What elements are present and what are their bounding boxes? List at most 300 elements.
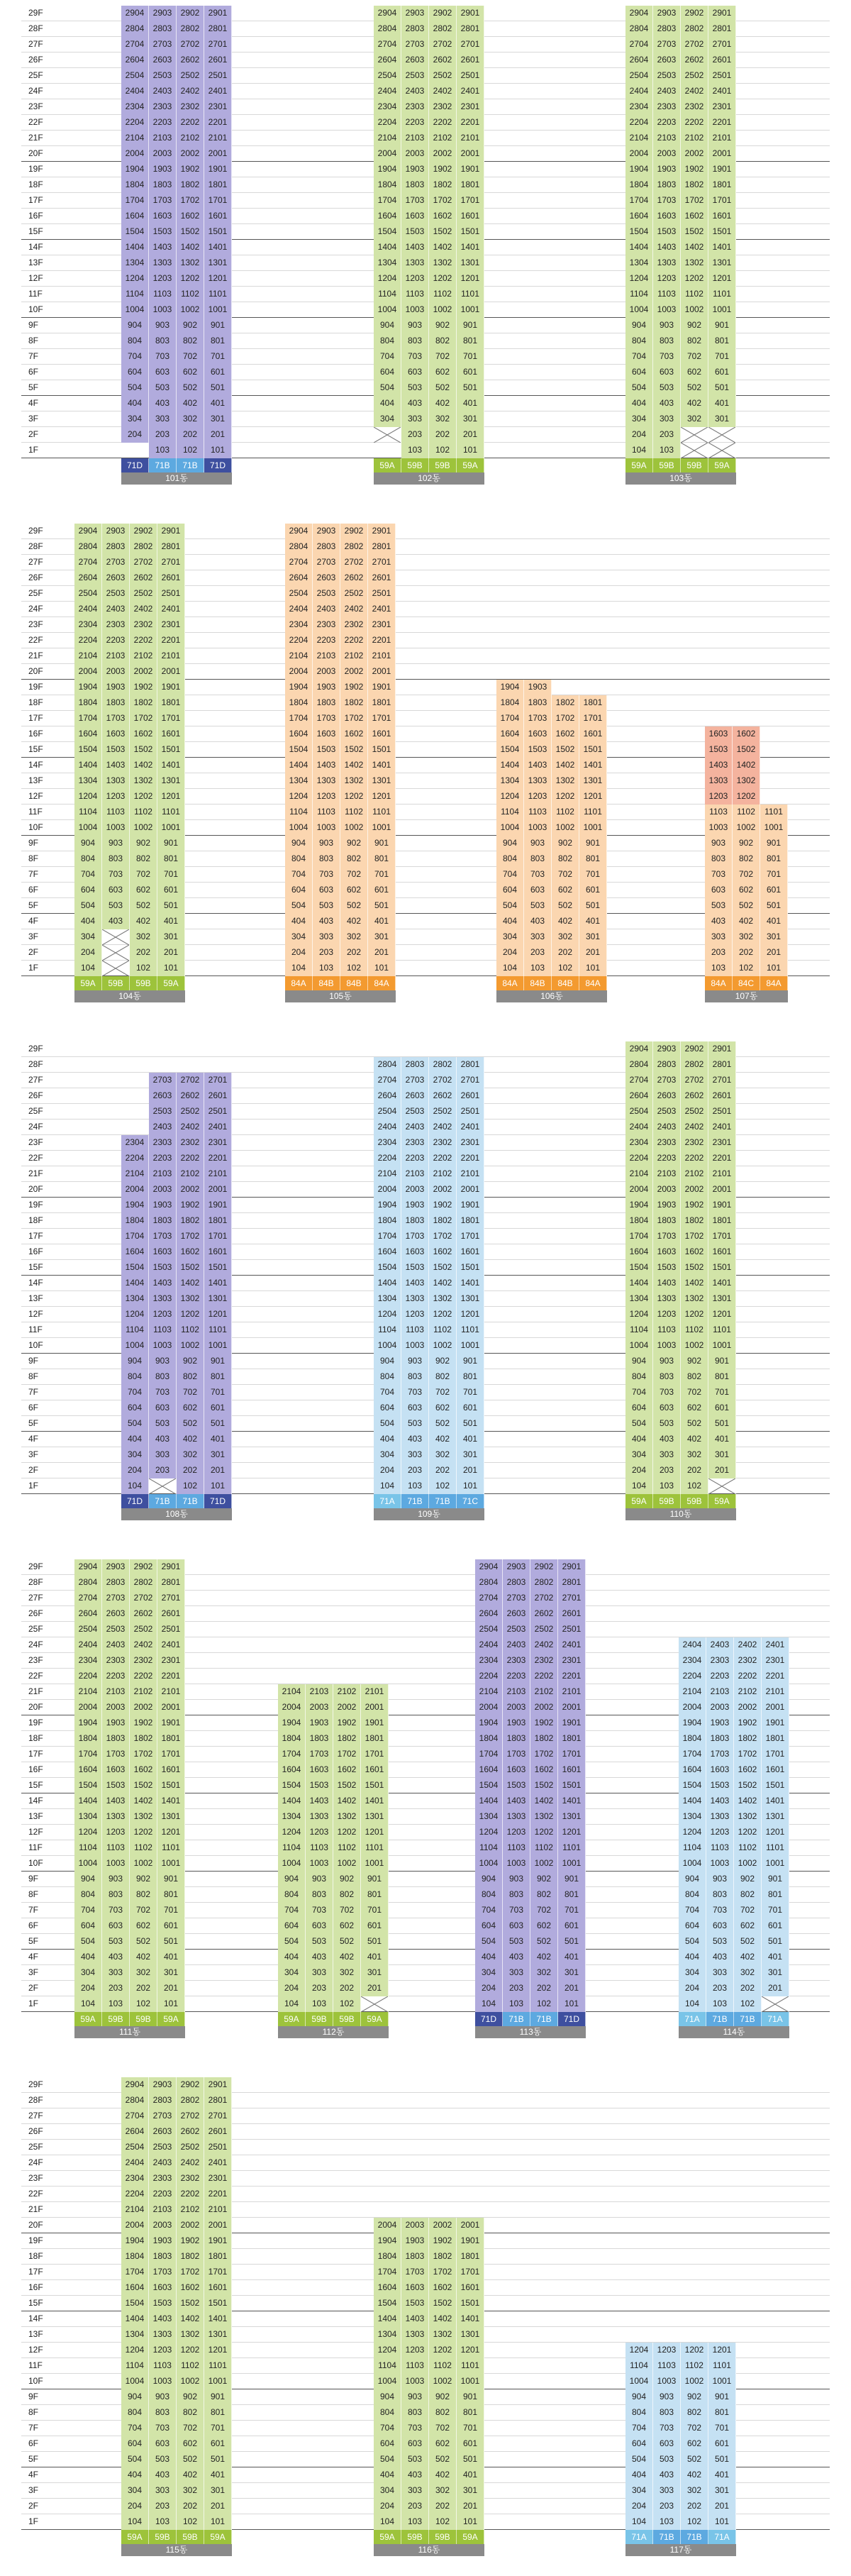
unit-cell: 1702 xyxy=(340,711,368,726)
unit-cell: 202 xyxy=(429,1463,457,1478)
unit-cell: 2502 xyxy=(530,1622,558,1637)
unit-cell: 1104 xyxy=(374,1322,401,1338)
unit-cell: 2001 xyxy=(762,1700,789,1715)
unit-cell: 902 xyxy=(177,318,204,333)
unit-cell: 501 xyxy=(708,380,736,396)
unit-cell: 1203 xyxy=(306,1825,333,1840)
unit-cell: 704 xyxy=(625,349,653,365)
unit-cell: 703 xyxy=(653,1385,681,1400)
unit-cell: 803 xyxy=(149,333,177,349)
unit-cell: 1502 xyxy=(333,1778,361,1793)
unit-cell: 202 xyxy=(733,945,760,961)
unit-cell: 1502 xyxy=(130,1778,157,1793)
unit-cell: 402 xyxy=(177,2467,204,2483)
unit-cell: 404 xyxy=(679,1950,706,1965)
floor-label: 11F xyxy=(28,2360,43,2370)
floor-label: 24F xyxy=(28,2157,43,2167)
unit-cell: 1602 xyxy=(177,1244,204,1260)
unit-cell: 1201 xyxy=(361,1825,389,1840)
unit-cell: 2701 xyxy=(708,37,736,52)
unit-cell: 402 xyxy=(530,1950,558,1965)
unit-cell: 1004 xyxy=(121,2374,149,2389)
unit-cell: 2001 xyxy=(708,1182,736,1198)
unit-cell: 501 xyxy=(558,1934,586,1950)
unit-cell: 401 xyxy=(708,2467,736,2483)
unit-cell: 1904 xyxy=(679,1715,706,1731)
unit-cell: 1103 xyxy=(149,287,177,302)
floor-label: 3F xyxy=(28,1449,39,1459)
floor-label: 14F xyxy=(28,1278,43,1288)
floor-label: 3F xyxy=(28,1967,39,1977)
unit-cell: 1204 xyxy=(278,1825,306,1840)
floor-label: 4F xyxy=(28,398,39,408)
unit-cell: 1803 xyxy=(102,695,130,711)
unit-cell: 1101 xyxy=(558,1840,586,1856)
unit-cell: 401 xyxy=(361,1950,389,1965)
unit-cell: 403 xyxy=(102,914,130,929)
unit-type-label: 59B xyxy=(653,458,681,472)
unit-cell: 902 xyxy=(733,836,760,851)
unit-cell: 1203 xyxy=(401,1307,429,1322)
unit-cell: 1601 xyxy=(579,726,607,742)
unit-cell: 2801 xyxy=(204,2093,232,2108)
unit-cell: 702 xyxy=(429,349,457,365)
unit-cell: 1601 xyxy=(157,726,185,742)
building-name: 104동 xyxy=(74,990,185,1002)
unit-cell: 2102 xyxy=(681,1166,708,1182)
unit-cell: 1903 xyxy=(149,1198,177,1213)
unit-type-label: 59A xyxy=(204,2530,232,2544)
unit-cell: 2101 xyxy=(558,1684,586,1700)
unit-cell: 501 xyxy=(368,898,396,914)
unit-cell: 603 xyxy=(102,1918,130,1934)
unit-cell: 2302 xyxy=(130,1653,157,1669)
unit-cell: 2303 xyxy=(401,1135,429,1151)
floor-label: 15F xyxy=(28,2298,43,2308)
unit-cell: 1704 xyxy=(74,1747,102,1762)
unit-cell: 2801 xyxy=(157,1575,185,1591)
unit-cell: 2204 xyxy=(74,633,102,648)
unit-cell: 1701 xyxy=(368,711,396,726)
unit-cell: 1801 xyxy=(762,1731,789,1747)
unit-cell: 202 xyxy=(333,1981,361,1996)
unit-cell: 1101 xyxy=(157,1840,185,1856)
unit-cell: 2603 xyxy=(102,570,130,586)
unit-cell: 1601 xyxy=(708,209,736,224)
unit-cell: 2901 xyxy=(708,1041,736,1057)
unit-cell: 401 xyxy=(762,1950,789,1965)
unit-cell: 2601 xyxy=(157,1606,185,1622)
unit-cell: 2303 xyxy=(102,1653,130,1669)
unit-cell: 1103 xyxy=(401,2358,429,2374)
unit-cell: 2002 xyxy=(333,1700,361,1715)
unit-cell: 1202 xyxy=(340,789,368,805)
building-name: 116동 xyxy=(374,2544,484,2556)
unavailable-unit xyxy=(149,1478,177,1494)
floor-label: 4F xyxy=(28,1952,39,1962)
unit-cell: 502 xyxy=(429,2452,457,2467)
unit-cell: 703 xyxy=(705,867,733,883)
unit-cell: 204 xyxy=(74,1981,102,1996)
floor-label: 20F xyxy=(28,1702,43,1712)
unit-cell: 604 xyxy=(74,883,102,898)
unit-cell: 304 xyxy=(121,1447,149,1463)
unit-cell: 602 xyxy=(733,883,760,898)
unit-cell: 2003 xyxy=(401,146,429,162)
floor-label: 1F xyxy=(28,445,39,455)
unit-cell: 1802 xyxy=(530,1731,558,1747)
unit-cell: 1402 xyxy=(530,1793,558,1809)
unit-cell: 1101 xyxy=(457,287,484,302)
unit-cell: 804 xyxy=(74,1887,102,1903)
x-mark-icon xyxy=(361,1996,388,2012)
unit-type-label: 59A xyxy=(457,458,484,472)
floor-label: 26F xyxy=(28,2126,43,2136)
unit-cell: 801 xyxy=(368,851,396,867)
unit-cell: 101 xyxy=(157,1996,185,2012)
unit-cell: 1504 xyxy=(121,2296,149,2311)
unit-type-label: 71A xyxy=(374,1494,401,1508)
unit-cell: 2002 xyxy=(429,146,457,162)
unit-cell: 203 xyxy=(653,2499,681,2514)
unit-cell: 2903 xyxy=(503,1559,530,1575)
unit-cell: 803 xyxy=(401,2405,429,2421)
unit-cell: 1303 xyxy=(706,1809,734,1825)
unit-cell: 2302 xyxy=(177,1135,204,1151)
unit-cell: 501 xyxy=(361,1934,389,1950)
unit-cell: 1603 xyxy=(401,1244,429,1260)
floor-label: 24F xyxy=(28,1122,43,1132)
unit-cell: 2002 xyxy=(681,146,708,162)
unit-cell: 1102 xyxy=(429,1322,457,1338)
unit-cell: 603 xyxy=(705,883,733,898)
unit-type-label: 71B xyxy=(401,1494,429,1508)
unit-cell: 202 xyxy=(429,2499,457,2514)
unit-cell: 702 xyxy=(552,867,579,883)
unit-cell: 2204 xyxy=(679,1669,706,1684)
unit-cell: 2401 xyxy=(708,1120,736,1135)
unit-cell: 801 xyxy=(361,1887,389,1903)
unit-cell: 2704 xyxy=(74,1591,102,1606)
building-name: 111동 xyxy=(74,2026,185,2038)
unit-cell: 201 xyxy=(457,427,484,443)
unavailable-unit xyxy=(102,945,130,961)
unit-cell: 502 xyxy=(429,1416,457,1432)
unit-cell: 902 xyxy=(429,318,457,333)
unit-cell: 2604 xyxy=(285,570,313,586)
unit-cell: 1304 xyxy=(374,1291,401,1307)
unit-cell: 1401 xyxy=(457,240,484,255)
unit-cell: 1001 xyxy=(579,820,607,836)
unit-cell: 404 xyxy=(625,396,653,411)
unit-cell: 1101 xyxy=(708,287,736,302)
unit-cell: 2604 xyxy=(374,52,401,68)
floor-label: 26F xyxy=(28,1608,43,1618)
unit-cell: 703 xyxy=(313,867,340,883)
unit-cell: 303 xyxy=(401,1447,429,1463)
unit-cell: 2904 xyxy=(475,1559,503,1575)
unavailable-unit xyxy=(681,427,708,443)
floor-label: 15F xyxy=(28,1262,43,1272)
unit-cell: 103 xyxy=(653,1478,681,1494)
unit-cell: 2601 xyxy=(708,1088,736,1104)
unit-cell: 701 xyxy=(708,1385,736,1400)
unit-cell: 2901 xyxy=(457,6,484,21)
unit-cell: 1703 xyxy=(524,711,552,726)
unit-cell: 2301 xyxy=(558,1653,586,1669)
unit-cell: 1403 xyxy=(313,758,340,773)
unit-cell: 103 xyxy=(149,2514,177,2530)
unit-cell: 2401 xyxy=(558,1637,586,1653)
unit-cell: 901 xyxy=(157,836,185,851)
floor-label: 29F xyxy=(28,8,43,18)
unit-cell: 901 xyxy=(457,2389,484,2405)
unit-cell: 1703 xyxy=(149,1229,177,1244)
floor-label: 12F xyxy=(28,1827,43,1837)
unit-cell: 302 xyxy=(340,929,368,945)
unit-cell: 2704 xyxy=(625,37,653,52)
unit-cell: 903 xyxy=(149,318,177,333)
unit-cell: 601 xyxy=(558,1918,586,1934)
unit-cell: 2403 xyxy=(503,1637,530,1653)
x-mark-icon xyxy=(708,443,735,458)
unit-cell: 703 xyxy=(401,1385,429,1400)
unit-cell: 1504 xyxy=(121,224,149,240)
unit-cell: 304 xyxy=(74,1965,102,1981)
unit-cell: 2003 xyxy=(401,2218,429,2233)
unit-cell: 903 xyxy=(524,836,552,851)
unit-cell: 1801 xyxy=(157,1731,185,1747)
unit-cell: 2804 xyxy=(625,1057,653,1073)
unit-cell: 2103 xyxy=(313,648,340,664)
unit-cell: 504 xyxy=(121,2452,149,2467)
unit-cell: 203 xyxy=(149,427,177,443)
unit-cell: 2102 xyxy=(177,2202,204,2218)
unit-cell: 1803 xyxy=(149,1213,177,1229)
unit-cell: 1602 xyxy=(429,2280,457,2296)
floor-label: 28F xyxy=(28,23,43,33)
unit-cell: 803 xyxy=(706,1887,734,1903)
unit-cell: 202 xyxy=(177,1463,204,1478)
unit-cell: 904 xyxy=(374,318,401,333)
unit-cell: 403 xyxy=(313,914,340,929)
unit-cell: 1001 xyxy=(708,2374,736,2389)
unit-cell: 1602 xyxy=(429,209,457,224)
unit-cell: 1503 xyxy=(706,1778,734,1793)
unit-cell: 1304 xyxy=(496,773,524,789)
floor-label: 18F xyxy=(28,697,43,707)
unit-cell: 201 xyxy=(204,427,232,443)
unit-cell: 1803 xyxy=(306,1731,333,1747)
unit-cell: 303 xyxy=(705,929,733,945)
unit-cell: 2303 xyxy=(706,1653,734,1669)
unit-cell: 803 xyxy=(306,1887,333,1903)
floor-label: 20F xyxy=(28,148,43,158)
unit-cell: 1904 xyxy=(121,2233,149,2249)
unit-cell: 901 xyxy=(708,1354,736,1369)
unit-type-label: 71B xyxy=(177,1494,204,1508)
unit-cell: 504 xyxy=(496,898,524,914)
unit-cell: 1403 xyxy=(401,240,429,255)
unit-cell: 504 xyxy=(74,898,102,914)
unit-cell: 602 xyxy=(681,2436,708,2452)
unit-type-label: 71D xyxy=(121,1494,149,1508)
unit-cell: 2301 xyxy=(204,1135,232,1151)
unit-cell: 2802 xyxy=(681,21,708,37)
unit-cell: 304 xyxy=(285,929,313,945)
unit-cell: 1604 xyxy=(625,1244,653,1260)
unit-cell: 2404 xyxy=(475,1637,503,1653)
unit-cell: 1402 xyxy=(130,758,157,773)
unit-cell: 1501 xyxy=(157,742,185,758)
unit-cell: 103 xyxy=(306,1996,333,2012)
unit-cell: 2304 xyxy=(74,1653,102,1669)
unit-cell: 1301 xyxy=(457,1291,484,1307)
unit-cell: 1101 xyxy=(760,805,788,820)
unit-type-label: 71B xyxy=(653,2530,681,2544)
unit-cell: 104 xyxy=(374,1478,401,1494)
unit-cell: 603 xyxy=(706,1918,734,1934)
unit-cell: 2401 xyxy=(457,1120,484,1135)
unit-cell: 103 xyxy=(653,443,681,458)
unit-cell: 501 xyxy=(457,1416,484,1432)
unit-cell: 1102 xyxy=(177,1322,204,1338)
unit-cell: 1004 xyxy=(679,1856,706,1872)
unit-cell: 1302 xyxy=(429,1291,457,1307)
unit-cell: 103 xyxy=(102,1996,130,2012)
unit-cell: 604 xyxy=(374,1400,401,1416)
unit-cell: 2004 xyxy=(121,146,149,162)
unit-cell: 2204 xyxy=(374,1151,401,1166)
unit-cell: 1303 xyxy=(102,773,130,789)
unavailable-unit xyxy=(708,1478,736,1494)
unit-cell: 904 xyxy=(278,1872,306,1887)
unit-cell: 701 xyxy=(457,349,484,365)
unit-cell: 604 xyxy=(625,1400,653,1416)
unit-cell: 902 xyxy=(429,1354,457,1369)
unit-cell: 1104 xyxy=(278,1840,306,1856)
unit-type-label: 71A xyxy=(625,2530,653,2544)
unit-cell: 2003 xyxy=(149,1182,177,1198)
unit-cell: 103 xyxy=(401,1478,429,1494)
unit-cell: 1503 xyxy=(524,742,552,758)
unit-cell: 903 xyxy=(706,1872,734,1887)
unit-cell: 2101 xyxy=(708,1166,736,1182)
unit-type-label: 59A xyxy=(121,2530,149,2544)
x-mark-icon xyxy=(102,961,129,976)
unit-cell: 2704 xyxy=(374,37,401,52)
unit-cell: 602 xyxy=(429,1400,457,1416)
floor-label: 11F xyxy=(28,1842,43,1852)
unit-cell: 1703 xyxy=(306,1747,333,1762)
unit-cell: 2403 xyxy=(653,84,681,99)
unit-cell: 1304 xyxy=(285,773,313,789)
unit-cell: 1004 xyxy=(374,2374,401,2389)
unit-cell: 503 xyxy=(306,1934,333,1950)
unit-cell: 2202 xyxy=(681,115,708,131)
unit-cell: 202 xyxy=(530,1981,558,1996)
floor-label: 25F xyxy=(28,70,43,80)
unit-cell: 1801 xyxy=(204,177,232,193)
unit-cell: 1804 xyxy=(121,2249,149,2265)
unit-cell: 2002 xyxy=(177,1182,204,1198)
unit-cell: 1304 xyxy=(74,1809,102,1825)
unit-type-label: 84A xyxy=(368,976,396,990)
floor-label: 23F xyxy=(28,101,43,111)
unit-cell: 2401 xyxy=(204,1120,232,1135)
unit-cell: 2401 xyxy=(762,1637,789,1653)
unit-cell: 2004 xyxy=(121,2218,149,2233)
floor-label: 7F xyxy=(28,1387,39,1397)
unit-cell: 501 xyxy=(204,380,232,396)
floor-label: 17F xyxy=(28,1231,43,1241)
unit-cell: 1903 xyxy=(313,680,340,695)
unit-cell: 1804 xyxy=(625,1213,653,1229)
unit-type-label: 59B xyxy=(130,976,157,990)
unit-cell: 1201 xyxy=(708,2343,736,2358)
unit-cell: 1304 xyxy=(475,1809,503,1825)
unit-cell: 602 xyxy=(130,1918,157,1934)
unit-cell: 2704 xyxy=(625,1073,653,1088)
unit-cell: 1602 xyxy=(734,1762,762,1778)
unit-type-label: 59B xyxy=(401,458,429,472)
unit-cell: 2703 xyxy=(149,1073,177,1088)
unit-cell: 501 xyxy=(762,1934,789,1950)
unit-cell: 402 xyxy=(552,914,579,929)
unit-cell: 404 xyxy=(74,914,102,929)
x-mark-icon xyxy=(102,945,129,961)
unit-type-label: 59A xyxy=(74,976,102,990)
unit-cell: 703 xyxy=(706,1903,734,1918)
unit-cell: 1201 xyxy=(579,789,607,805)
unit-cell: 803 xyxy=(401,333,429,349)
unit-cell: 602 xyxy=(177,2436,204,2452)
unit-cell: 403 xyxy=(149,2467,177,2483)
unit-cell: 2004 xyxy=(374,1182,401,1198)
unit-cell: 601 xyxy=(204,2436,232,2452)
unit-cell: 2803 xyxy=(102,539,130,555)
floor-label: 16F xyxy=(28,729,43,739)
unit-cell: 2003 xyxy=(102,664,130,680)
unit-cell: 503 xyxy=(102,1934,130,1950)
unit-cell: 1402 xyxy=(734,1793,762,1809)
unit-cell: 601 xyxy=(204,1400,232,1416)
unit-cell: 1302 xyxy=(733,773,760,789)
unit-cell: 1704 xyxy=(496,711,524,726)
unit-type-label: 71B xyxy=(503,2012,530,2026)
unit-type-label: 59A xyxy=(374,2530,401,2544)
unit-cell: 1801 xyxy=(457,1213,484,1229)
unit-cell: 2103 xyxy=(653,131,681,146)
unit-cell: 803 xyxy=(102,1887,130,1903)
unit-cell: 1801 xyxy=(708,177,736,193)
floor-label: 3F xyxy=(28,2485,39,2495)
unit-cell: 2702 xyxy=(681,37,708,52)
unit-cell: 802 xyxy=(552,851,579,867)
unit-cell: 601 xyxy=(157,1918,185,1934)
floor-label: 25F xyxy=(28,2142,43,2152)
unit-cell: 602 xyxy=(177,1400,204,1416)
unit-cell: 1102 xyxy=(681,287,708,302)
unit-cell: 1904 xyxy=(496,680,524,695)
unit-type-label: 71D xyxy=(204,458,232,472)
unit-cell: 203 xyxy=(705,945,733,961)
unit-cell: 701 xyxy=(157,1903,185,1918)
building-name: 103동 xyxy=(625,472,736,485)
unit-cell: 2402 xyxy=(177,2155,204,2171)
unit-cell: 1602 xyxy=(681,1244,708,1260)
unit-cell: 1202 xyxy=(333,1825,361,1840)
